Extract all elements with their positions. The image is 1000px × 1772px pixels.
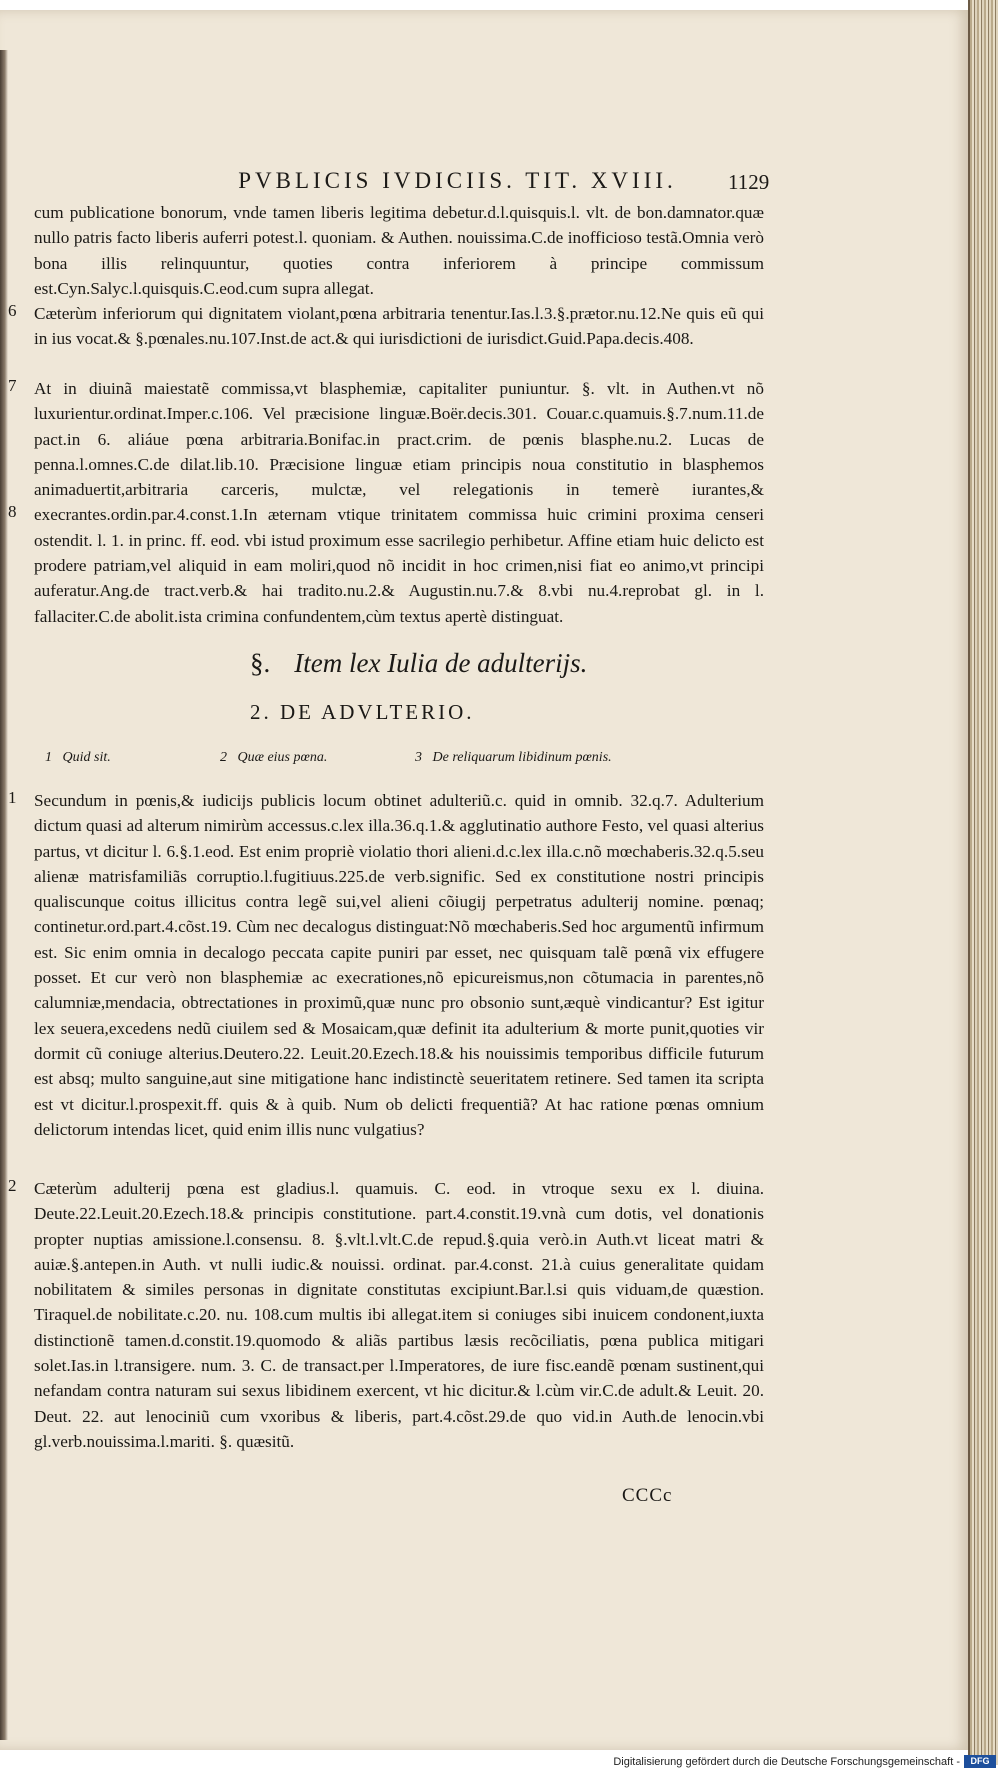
paragraph-2: Cæterùm adulterij pœna est gladius.l. quamuis. C. eod. in vtroque sexu ex l. diuina. Deute.22.Leuit.20.Ezech.18.& principis constitutione. part.4.constit.19.vnà cum dotis, vel donationis propter nuptias amissione.l.consensu. 8. §.vlt.l.vlt.C.de repud.§.quia verò.in Auth.vt liceat matri & auiæ.§.antepen.in Auth. vt nulli iudic.& nouissi. ordinat. par.4.const. 21.à cuius generalitate quidam nobilitatem & similes personas in dignitate constitutas excipiunt.Bar.l.si quis viduam,de quæstion. Tiraquel.de nobilitate.c.20. nu. 108.cum multis ibi allegat.item si coniuges sibi inuicem condonent,iuxta distinctionẽ tamen.d.constit.19.quomodo & aliãs partibus læsis recõciliatis, pœna publica mitigari solet.Ias.in l.transigere. num. 3. C. de transact.per l.Imperatores, de iure fisc.eandẽ pœnam sustinent,qui nefandam contra naturam sui sexus libidinem exercent, vt hic dicitur.& l.cùm vir.C.de adult.& Leuit. 20. Deut. 22. aut lenociniũ cum vxoribus & liberis, part.4.cõst.29.de quo vid.in Auth.de lenocin.vbi gl.verb.nouissima.l.mariti. §. quæsitũ. — [34, 1179, 764, 1451]
paragraph-7: At in diuinã maiestatẽ commissa,vt blasphemiæ, capitaliter puniuntur. §. vlt. in Authen.vt nõ luxurientur.ordinat.Imper.c.106. Vel præcisione linguæ.Boër.decis.301. Couar.c.quamuis.§.7.num.11.de pact.in 6. aliáue pœna arbitraria.Bonifac.in pract.crim. de pœnis blasphe.nu.2. Lucas de penna.l.omnes.C.de dilat.lib.10. Præcisione linguæ etiam principis noua constitutio in blasphemos animaduertit,arbitraria carceris, mulctæ, vel relegationis in temerè iurantes,& execrantes.ordin.par.4.const.1.In æternam vtique trinitatem commissa huic crimini proxima censeri ostendit. l. 1. in princ. ff. eod. vbi istud proximum esse sacrilegio perhibetur. Affine etiam huic delicto est prodere patriam,vel aliquid in eam moliri,quod nõ incidit in hoc crimen,nisi fiat eo animo,vt principi auferatur.Ang.de tract.verb.& hai tradito.nu.2.& Augustin.nu.7.& 8.vbi nu.4.reprobat gl. in l. fallaciter.C.de abolit.ista crimina confundentem,cùm textus apertè distinguat. — [34, 379, 764, 626]
page-edges — [968, 0, 998, 1765]
summary-item: 1 Quid sit. — [45, 750, 111, 765]
section-title — [250, 648, 587, 679]
chapter-subtitle: 2. DE ADVLTERIO. — [250, 700, 475, 724]
footer-text: Digitalisierung gefördert durch die Deutsche Forschungsgemeinschaft - — [613, 1756, 960, 1768]
dfg-logo: DFG — [964, 1755, 996, 1768]
margin-number-6: 6 — [8, 301, 17, 320]
paragraph-6: Cæterùm inferiorum qui dignitatem violant,pœna arbitraria tenentur.Ias.l.3.§.prætor.nu.12.Ne quis eũ qui in ius vocat.& §.pœnales.nu.107.Inst.de act.& qui iurisdictioni de iurisdict.Guid.Papa.decis.408. — [34, 304, 764, 349]
summary-item: 3 De reliquarum libidinum pœnis. — [415, 750, 612, 765]
page-number: 1129 — [728, 170, 770, 194]
margin-number-2: 2 — [8, 1176, 17, 1195]
paragraph-continuation: cum publicatione bonorum, vnde tamen liberis legitima debetur.d.l.quisquis.l. vlt. de bon.damnator.quæ nullo patris facto liberis auferri potest.l. quoniam. & Authen. nouissima.C.de inofficioso testã.Omnia verò bona illis relinquuntur, quoties contra inferiorem à principe commissum est.Cyn.Salyc.l.quisquis.C.eod.cum supra allegat. — [34, 203, 764, 298]
section-symbol: §. — [250, 648, 271, 678]
catchword: CCCc — [622, 1485, 673, 1506]
section-title-text: Item lex Iulia de adulterijs. — [294, 648, 588, 678]
page-binding — [0, 50, 8, 1740]
margin-number-7: 7 — [8, 376, 17, 395]
running-title: PVBLICIS IVDICIIS. TIT. XVIII. — [238, 168, 677, 193]
digitization-footer — [0, 1752, 1000, 1772]
margin-number-1: 1 — [8, 788, 17, 807]
margin-number-8: 8 — [8, 502, 17, 521]
summary-item: 2 Quæ eius pœna. — [220, 750, 328, 765]
book-page — [0, 10, 970, 1750]
paragraph-1: Secundum in pœnis,& iudicijs publicis locum obtinet adulteriũ.c. quid in omnib. 32.q.7. Adulterium dictum quasi ad alterum nimirùm accessus.c.lex illa.36.q.1.& agglutinatio authore Festo, vel quasi alterius partus, vt dicitur l. 6.§.1.eod. Est enim propriè violatio thori alieni.d.c.lex illa.c.nõ mœchaberis.32.q.5.seu alienæ matrisfamiliãs corruptio.l.fugitiuus.225.de verb.signific. Sed ex constitutione nostri principis qualiscunque coitus illicitus contra legẽ sui,vel alieni cõiugij perpetratus adulterij nomine. pœnaq; continetur.ord.part.4.cõst.19. Cùm nec decalogus distinguat:Nõ mœchaberis.Sed hoc argumentũ infirmum est. Sic enim omnia in decalogo peccata capite puniri par esset, nec quisquam talẽ pœnã vix effugere posset. Et cur verò non blasphemiæ ac execrationes,nõ epicureismus,non cõtumacia in parentes,nõ calumniæ,mendacia, obtrectationes in proximũ,quæ nunc pro obsonio sunt,æquè vindicantur? Est igitur lex seuera,excedens nedũ ciuilem sed & Mosaicam,quæ definit ita adulterium & morte punit,quoties vir dormit cũ coniuge alterius.Deutero.22. Leuit.20.Ezech.18.& his nouissimis temporibus difficile futurum est absq; multo sanguine,aut sine mitigatione hanc indistinctè seueritatem retinere. Sed tamen ita scripta est vt dicitur.l.prospexit.ff. quis & à quib. Num ob delicti frequentiã? At hac ratione pœnas omnium delictorum intendas licet, quid enim illis nunc vulgatius? — [34, 791, 764, 1139]
